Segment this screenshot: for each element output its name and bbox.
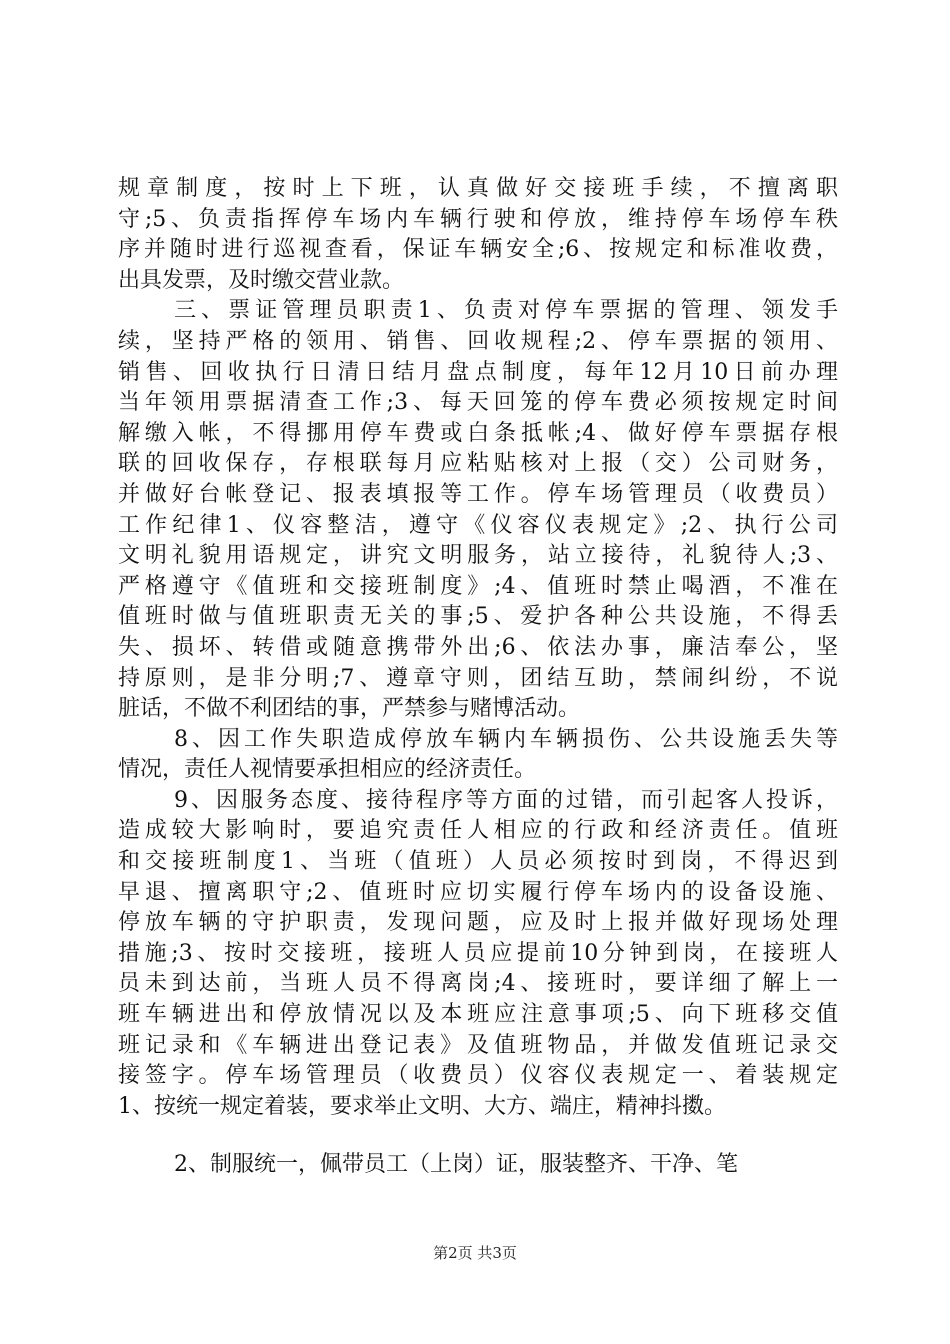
text-line: 解缴入帐，不得挪用停车费或白条抵帐;4、做好停车票据存根: [118, 420, 838, 446]
text-line: 持原则，是非分明;7、遵章守则，团结互助，禁闹纠纷，不说: [118, 665, 838, 691]
text-line: 造成较大影响时，要追究责任人相应的行政和经济责任。值班: [118, 818, 838, 844]
text-line: 规章制度，按时上下班，认真做好交接班手续，不擅离职: [118, 176, 838, 201]
text-line: 早退、擅离职守;2、值班时应切实履行停车场内的设备设施、: [118, 879, 838, 905]
text-line: 出具发票，及时缴交营业款。: [118, 267, 405, 293]
text-line: 9、因服务态度、接待程序等方面的过错，而引起客人投诉，: [174, 787, 838, 813]
text-line: 当年领用票据清查工作;3、每天回笼的停车费必须按规定时间: [118, 390, 838, 416]
text-line: 1、按统一规定着装，要求举止文明、大方、端庄，精神抖擞。: [118, 1093, 726, 1119]
text-line: 工作纪律1、仪容整洁，遵守《仪容仪表规定》;2、执行公司: [118, 512, 838, 538]
text-line: 并做好台帐登记、报表填报等工作。停车场管理员（收费员）: [118, 481, 838, 507]
text-line: 和交接班制度1、当班（值班）人员必须按时到岗，不得迟到: [118, 849, 838, 875]
text-line: 销售、回收执行日清日结月盘点制度，每年12月10日前办理: [118, 359, 838, 385]
text-line: 失、损坏、转借或随意携带外出;6、依法办事，廉洁奉公，坚: [118, 634, 838, 660]
text-line: 措施;3、按时交接班，接班人员应提前10分钟到岗，在接班人: [118, 940, 838, 966]
text-line: 三、票证管理员职责1、负责对停车票据的管理、领发手: [174, 298, 838, 324]
text-line: 2、制服统一，佩带员工（上岗）证，服装整齐、干净、笔: [174, 1152, 738, 1178]
text-line: 序并随时进行巡视查看，保证车辆安全;6、按规定和标准收费，: [118, 237, 838, 263]
text-line: 文明礼貌用语规定，讲究文明服务，站立接待，礼貌待人;3、: [118, 543, 838, 569]
text-line: 8、因工作失职造成停放车辆内车辆损伤、公共设施丢失等: [174, 726, 838, 752]
text-line: 接签字。停车场管理员（收费员）仪容仪表规定一、着装规定: [118, 1063, 838, 1089]
text-line: 员未到达前，当班人员不得离岗;4、接班时，要详细了解上一: [118, 971, 838, 997]
text-line: 情况，责任人视情要承担相应的经济责任。: [118, 757, 537, 783]
text-line: 停放车辆的守护职责，发现问题，应及时上报并做好现场处理: [118, 910, 838, 936]
document-body: [118, 174, 838, 1181]
text-line: 值班时做与值班职责无关的事;5、爱护各种公共设施，不得丢: [118, 604, 838, 630]
text-line: 严格遵守《值班和交接班制度》;4、值班时禁止喝酒，不准在: [118, 573, 838, 599]
text-line: 脏话，不做不利团结的事，严禁参与赌博活动。: [118, 696, 581, 722]
text-line: 班车辆进出和停放情况以及本班应注意事项;5、向下班移交值: [118, 1002, 838, 1028]
paragraph-gap: [118, 1122, 838, 1150]
text-line: 守;5、负责指挥停车场内车辆行驶和停放，维持停车场停车秩: [118, 206, 838, 232]
text-line: 联的回收保存，存根联每月应粘贴核对上报（交）公司财务，: [118, 451, 838, 477]
text-line: 续，坚持严格的领用、销售、回收规程;2、停车票据的领用、: [118, 328, 838, 354]
text-line: 班记录和《车辆进出登记表》及值班物品，并做发值班记录交: [118, 1032, 838, 1058]
page-footer: 第2页 共3页: [433, 1244, 517, 1262]
